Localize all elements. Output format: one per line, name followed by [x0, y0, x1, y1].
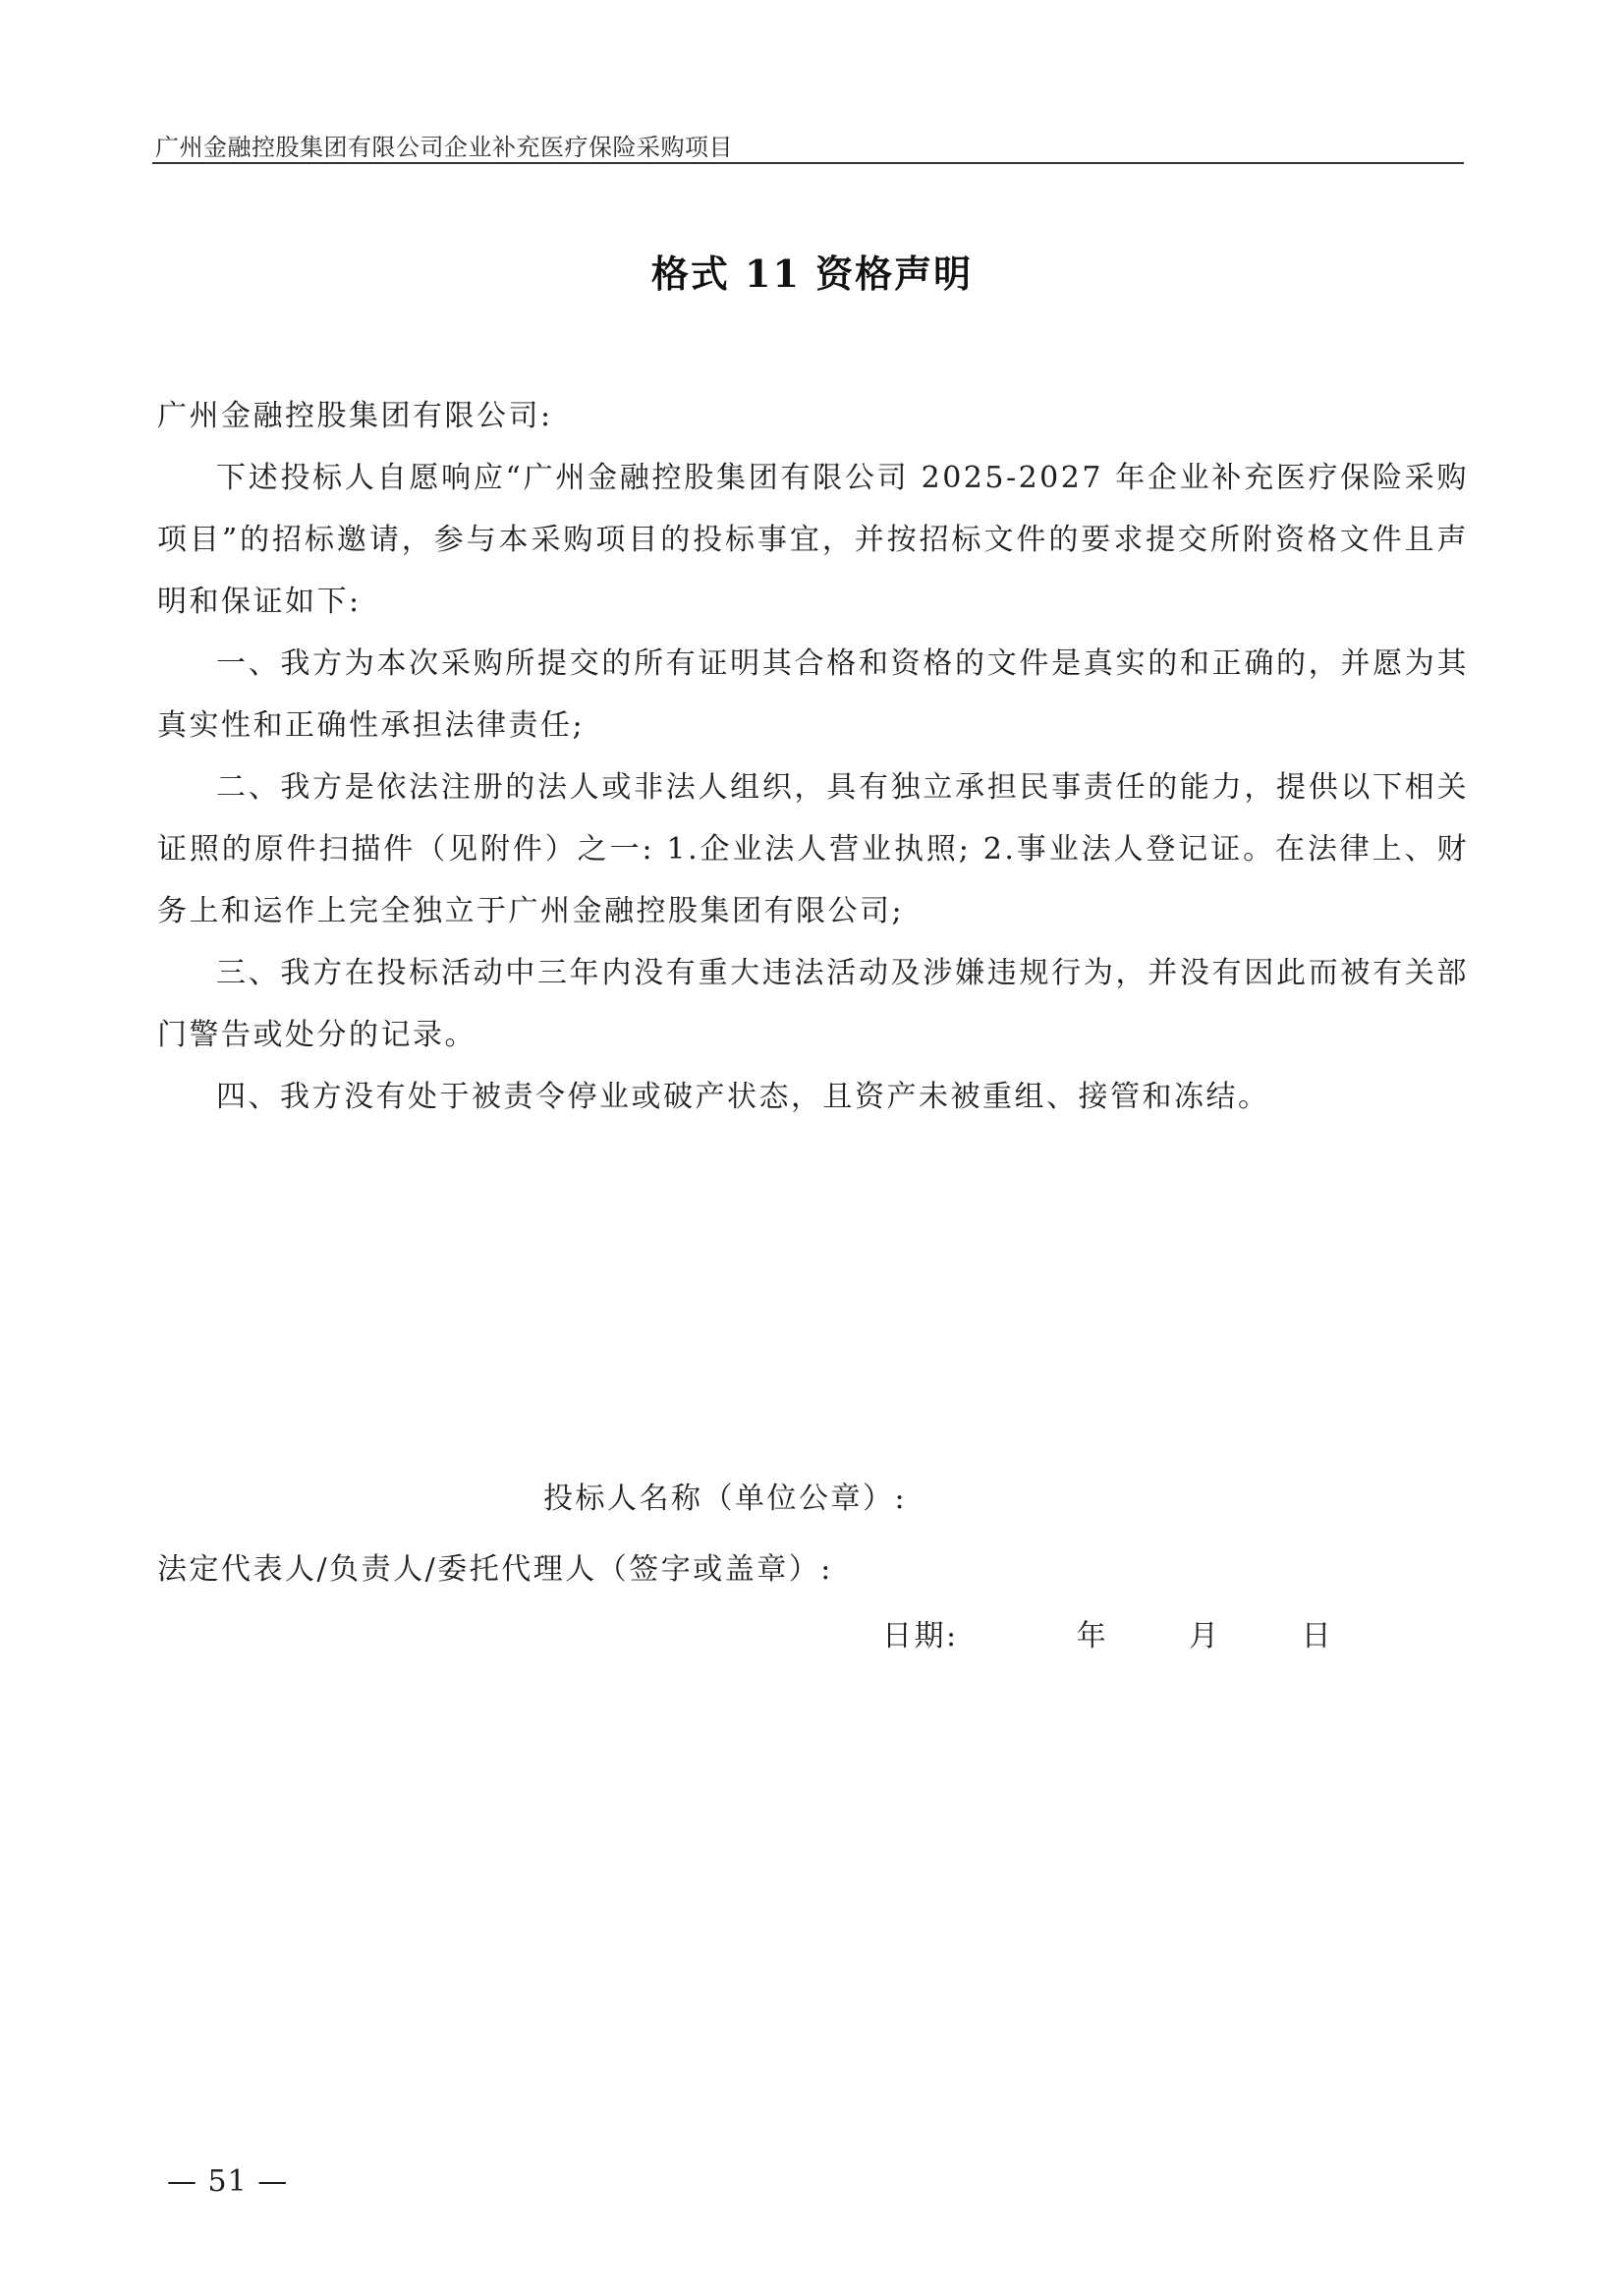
paragraph-intro: 下述投标人自愿响应“广州金融控股集团有限公司 2025-2027 年企业补充医疗保险采购项目”的招标邀请，参与本采购项目的投标事宜，并按招标文件的要求提交所附资格文件且声明和保证如下:	[157, 461, 1469, 619]
day-label: 日	[1301, 1619, 1334, 1653]
paragraph-clause-2: 二、我方是依法注册的法人或非法人组织，具有独立承担民事责任的能力，提供以下相关证照的原件扫描件（见附件）之一: 1.企业法人营业执照; 2.事业法人登记证。在法律上、财务上和运作上完全独立于广州金融控股集团有限公司;	[157, 770, 1469, 928]
year-label: 年	[1076, 1619, 1109, 1653]
paragraph-clause-1: 一、我方为本次采购所提交的所有证明其合格和资格的文件是真实的和正确的，并愿为其真实性和正确性承担法律责任;	[157, 646, 1469, 743]
header-divider	[152, 162, 1464, 164]
representative-label: 法定代表人/负责人/委托代理人（签字或盖章）:	[157, 1552, 833, 1587]
page-title: 格式 11 资格声明	[650, 252, 974, 296]
date-line	[882, 1611, 1333, 1654]
month-label: 月	[1189, 1619, 1221, 1653]
date-label: 日期:	[882, 1619, 959, 1653]
bidder-name-label: 投标人名称（单位公章）:	[543, 1482, 908, 1516]
salutation: 广州金融控股集团有限公司:	[157, 399, 553, 433]
paragraph-clause-4: 四、我方没有处于被责令停业或破产状态，且资产未被重组、接管和冻结。	[216, 1080, 1270, 1114]
page-number: — 51 —	[167, 2164, 289, 2199]
paragraph-clause-3: 三、我方在投标活动中三年内没有重大违法活动及涉嫌违规行为，并没有因此而被有关部门警告或处分的记录。	[157, 956, 1469, 1052]
declaration-body	[157, 385, 1469, 1128]
running-header: 广州金融控股集团有限公司企业补充医疗保险采购项目	[155, 134, 733, 161]
